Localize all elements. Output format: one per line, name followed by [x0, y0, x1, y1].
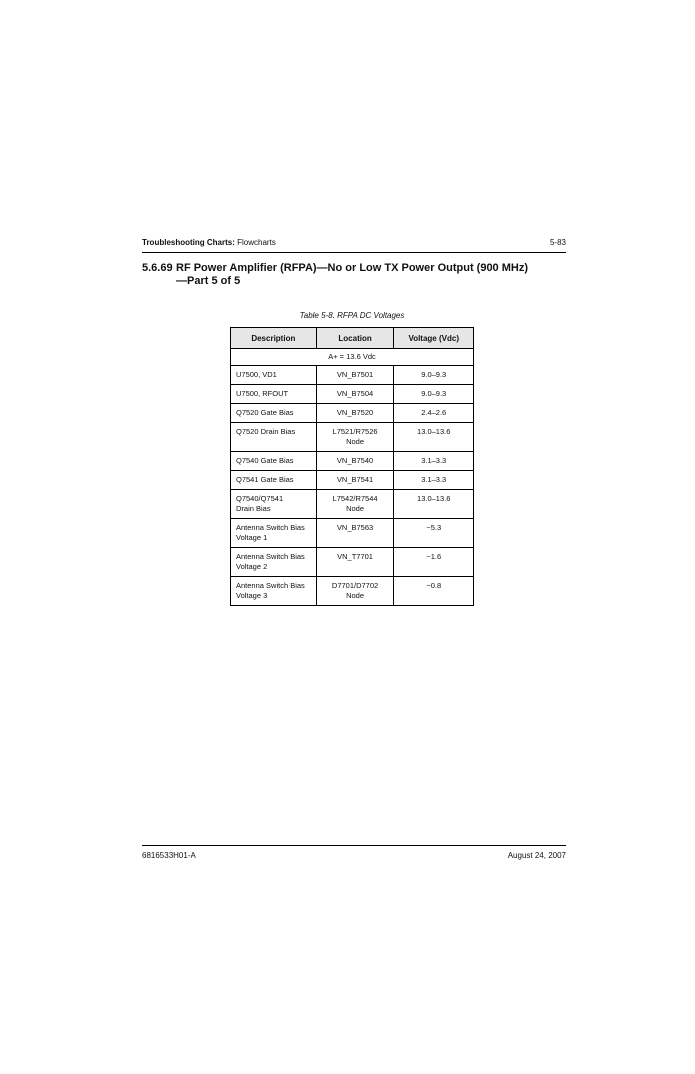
description-cell: [231, 490, 317, 519]
location-cell-line: VN_B7563: [336, 523, 374, 532]
header-rule: [142, 252, 566, 253]
rfpa-dc-voltages-table: [230, 327, 474, 606]
location-cell: [316, 366, 394, 385]
location-cell: [316, 404, 394, 423]
description-cell-line: Q7520 Drain Bias: [236, 427, 296, 436]
header-section-title: [142, 238, 276, 247]
table-caption: Table 5-8. RFPA DC Voltages: [299, 311, 405, 320]
voltage-cell: 9.0–9.3: [394, 366, 474, 385]
description-cell-line: Antenna Switch Bias: [236, 552, 305, 561]
description-cell-line: Voltage 3: [236, 591, 268, 600]
location-cell-line: L7542/R7544: [332, 494, 378, 503]
voltage-cell: 3.1–3.3: [394, 471, 474, 490]
table-row: [231, 548, 474, 577]
header-voltage: Voltage (Vdc): [394, 328, 474, 349]
description-cell: [231, 471, 317, 490]
location-cell: [316, 577, 394, 606]
table-row: [231, 404, 474, 423]
voltage-cell: 13.0–13.6: [394, 490, 474, 519]
location-cell-line: VN_B7520: [336, 408, 374, 417]
location-cell-line: VN_B7541: [336, 475, 374, 484]
location-cell: [316, 452, 394, 471]
location-cell-line: L7521/R7526: [332, 427, 378, 436]
location-cell-line: VN_B7504: [336, 389, 374, 398]
location-cell-line: Node: [346, 437, 365, 446]
location-cell-line: VN_T7701: [337, 552, 373, 561]
description-cell: [231, 548, 317, 577]
location-cell: [316, 471, 394, 490]
table-row: [231, 471, 474, 490]
section-title-line2: —Part 5 of 5: [176, 275, 241, 287]
footer-doc-number: 6816533H01-A: [142, 851, 196, 860]
section-title-line1: RF Power Amplifier (RFPA)—No or Low TX Power Output (900 MHz): [176, 262, 529, 274]
table-row: [231, 490, 474, 519]
description-cell-line: Antenna Switch Bias: [236, 581, 305, 590]
table-row: [231, 519, 474, 548]
description-cell: [231, 404, 317, 423]
section-number: 5.6.69: [142, 262, 173, 274]
description-cell-line: Q7540 Gate Bias: [236, 456, 294, 465]
header-location: Location: [316, 328, 394, 349]
table-row: [231, 423, 474, 452]
voltage-cell: ~5.3: [394, 519, 474, 548]
location-cell-line: VN_B7501: [336, 370, 374, 379]
table-row: [231, 452, 474, 471]
description-cell: [231, 452, 317, 471]
voltage-cell: ~0.8: [394, 577, 474, 606]
voltage-cell: 13.0–13.6: [394, 423, 474, 452]
footer-rule: [142, 845, 566, 846]
description-cell-line: U7500, RFOUT: [236, 389, 289, 398]
header-section-bold: Troubleshooting Charts:: [142, 238, 235, 247]
location-cell: [316, 385, 394, 404]
description-cell-line: Drain Bias: [236, 504, 271, 513]
header-description: Description: [231, 328, 317, 349]
header-section-rest: Flowcharts: [234, 238, 276, 247]
location-cell: [316, 519, 394, 548]
footer-date: August 24, 2007: [507, 851, 566, 860]
description-cell: [231, 366, 317, 385]
location-cell: [316, 423, 394, 452]
location-cell: [316, 490, 394, 519]
description-cell: [231, 577, 317, 606]
table-row: [231, 577, 474, 606]
table-row: [231, 385, 474, 404]
supply-voltage-cell: A+ = 13.6 Vdc: [231, 349, 474, 366]
section-title: [142, 262, 566, 288]
voltage-cell: 2.4–2.6: [394, 404, 474, 423]
table-header-row: [231, 328, 474, 349]
voltage-cell: 9.0–9.3: [394, 385, 474, 404]
description-cell: [231, 423, 317, 452]
description-cell-line: U7500, VD1: [236, 370, 277, 379]
description-cell-line: Voltage 1: [236, 533, 268, 542]
voltage-cell: ~1.6: [394, 548, 474, 577]
voltage-cell: 3.1–3.3: [394, 452, 474, 471]
description-cell-line: Voltage 2: [236, 562, 268, 571]
description-cell-line: Q7520 Gate Bias: [236, 408, 294, 417]
location-cell-line: Node: [346, 504, 365, 513]
location-cell: [316, 548, 394, 577]
table-row: [231, 366, 474, 385]
location-cell-line: Node: [346, 591, 365, 600]
description-cell: [231, 385, 317, 404]
description-cell: [231, 519, 317, 548]
location-cell-line: VN_B7540: [336, 456, 374, 465]
running-header: [142, 237, 566, 251]
supply-voltage-row: [231, 349, 474, 366]
description-cell-line: Antenna Switch Bias: [236, 523, 305, 532]
description-cell-line: Q7541 Gate Bias: [236, 475, 294, 484]
location-cell-line: D7701/D7702: [331, 581, 379, 590]
header-page-number: 5-83: [549, 238, 566, 247]
description-cell-line: Q7540/Q7541: [236, 494, 284, 503]
